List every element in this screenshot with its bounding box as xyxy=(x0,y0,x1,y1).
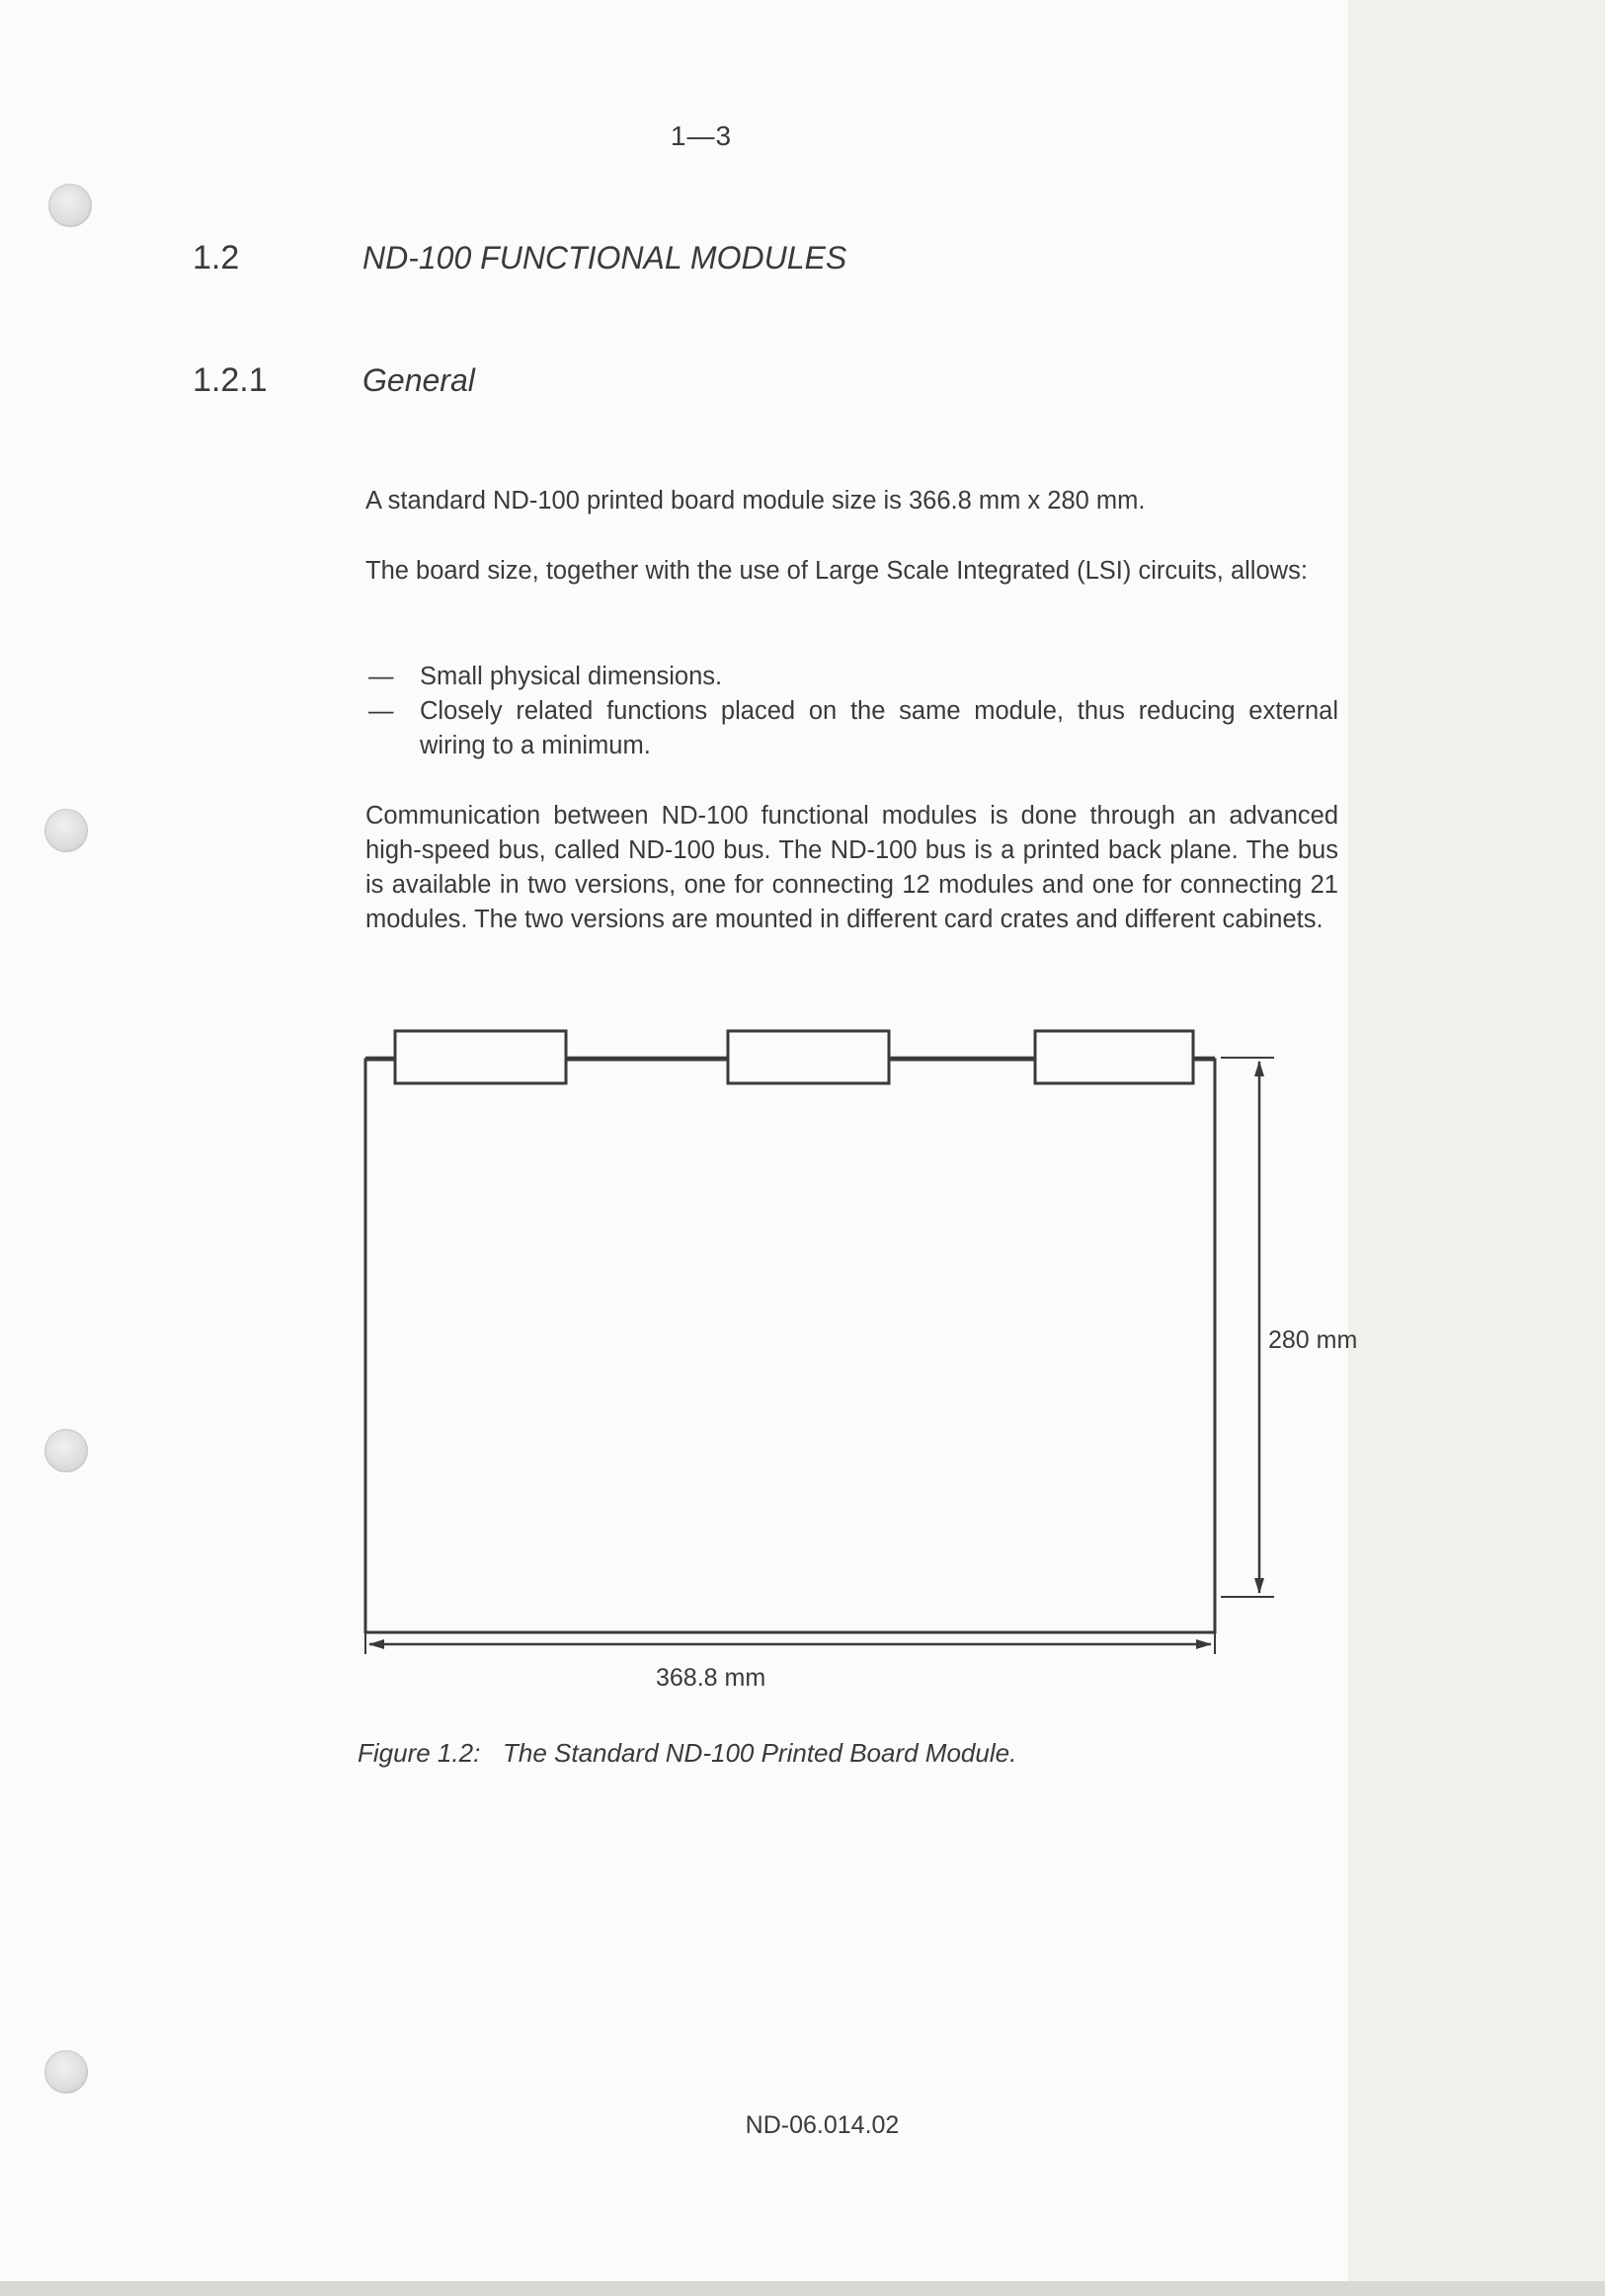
page-edge-background xyxy=(1348,0,1605,2296)
document-id: ND-06.014.02 xyxy=(745,2111,900,2139)
subsection-number: 1.2.1 xyxy=(193,361,268,399)
binder-punch-hole xyxy=(48,184,92,227)
list-item-text: Closely related functions placed on the same module, thus reducing external wiring to a minimum. xyxy=(420,697,1338,759)
height-dimension-label: 280 mm xyxy=(1268,1326,1358,1354)
subsection-title: General xyxy=(362,362,475,398)
figure-caption-label: Figure 1.2: xyxy=(358,1738,481,1768)
body-paragraph: Communication between ND-100 functional modules is done through an advanced high-speed bus, called ND-100 bus. The ND-100 bus is a printed back plane. The bus is available in two versions, one for connecting 12 modules and one for connecting 21 modules. The two versions are mounted in different card crates and different cabinets. xyxy=(365,802,1338,933)
edge-connector xyxy=(395,1031,566,1083)
bullet-dash: — xyxy=(368,697,394,725)
figure-caption xyxy=(358,1738,1016,1769)
scan-bottom-strip xyxy=(0,2281,1605,2296)
binder-punch-hole xyxy=(44,809,88,852)
board-module-diagram xyxy=(356,1022,1284,1674)
bullet-dash: — xyxy=(368,663,394,690)
list-item xyxy=(365,660,1338,694)
section-number: 1.2 xyxy=(193,239,240,277)
list-item-text: Small physical dimensions. xyxy=(420,663,723,690)
body-paragraph: A standard ND-100 printed board module size is 366.8 mm x 280 mm. xyxy=(365,487,1146,515)
list-item xyxy=(365,694,1338,763)
binder-punch-hole xyxy=(44,2050,88,2094)
edge-connector xyxy=(1035,1031,1193,1083)
figure-caption-text: The Standard ND-100 Printed Board Module. xyxy=(503,1738,1017,1768)
board-outline xyxy=(365,1060,1215,1632)
page-number: 1—3 xyxy=(670,120,733,151)
section-title: ND-100 FUNCTIONAL MODULES xyxy=(362,240,847,276)
binder-punch-hole xyxy=(44,1429,88,1472)
width-dimension-label: 368.8 mm xyxy=(656,1664,766,1692)
bullet-list xyxy=(365,660,1338,763)
body-paragraph: The board size, together with the use of Large Scale Integrated (LSI) circuits, allows: xyxy=(365,557,1308,585)
edge-connector xyxy=(728,1031,889,1083)
